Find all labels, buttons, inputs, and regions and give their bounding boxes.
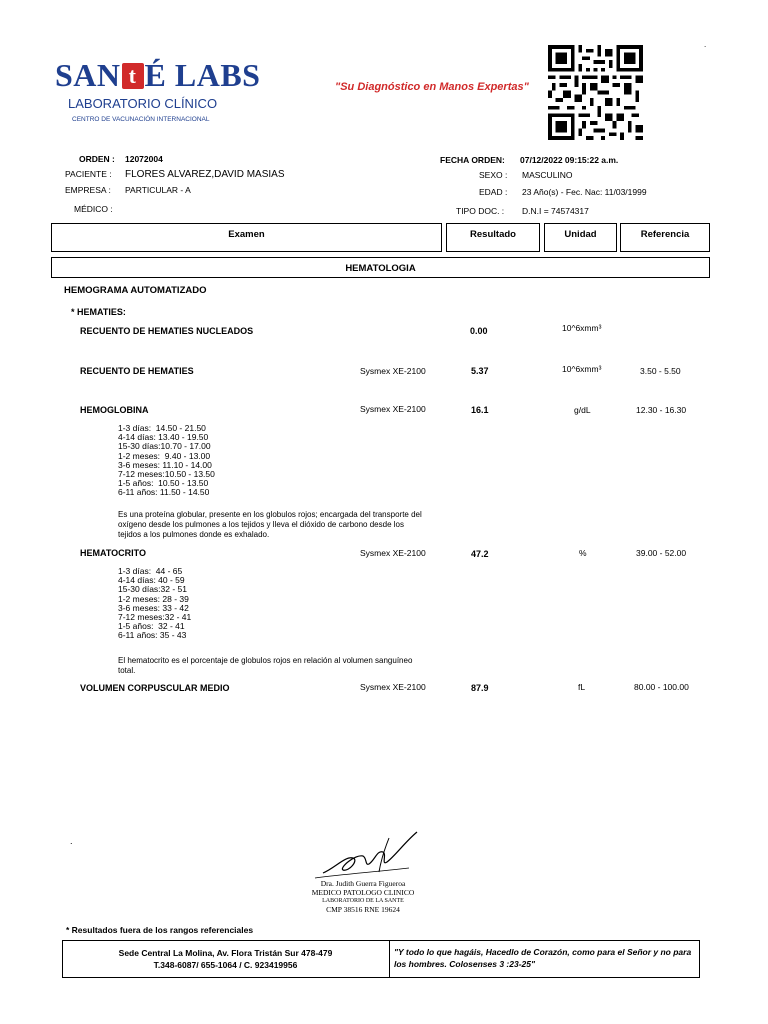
subgroup-title: * HEMATIES: — [71, 307, 126, 317]
exam-unit: % — [579, 548, 587, 558]
exam-reference: 80.00 - 100.00 — [634, 682, 689, 692]
logo-text-right: É LABS — [144, 57, 261, 93]
exam-description: El hematocrito es el porcentaje de globulos rojos en relación al volumen sanguíneo total. — [118, 656, 413, 675]
signer-lab: LABORATORIO DE LA SANTE — [322, 898, 404, 904]
paciente-label: PACIENTE : — [65, 169, 112, 179]
exam-name: VOLUMEN CORPUSCULAR MEDIO — [80, 683, 230, 693]
column-header-unidad: Unidad — [544, 223, 617, 252]
age-reference-list: 1-3 días: 44 - 65 4-14 días: 40 - 59 15-30 días:32 - 51 1-2 meses: 28 - 39 3-6 meses: 33 - 42 7-12 meses:32 - 41 1-5 años: 32 - 41 6-11 años: 35 - 43 — [118, 566, 192, 641]
logo-subtitle: LABORATORIO CLÍNICO — [68, 96, 218, 111]
column-header-resultado: Resultado — [446, 223, 540, 252]
exam-unit: 10^6xmm³ — [562, 364, 602, 374]
age-reference-list: 1-3 días: 14.50 - 21.50 4-14 días: 13.40 - 19.50 15-30 días:10.70 - 17.00 1-2 meses: 9.40 - 13.00 3-6 meses: 11.10 - 14.00 7-12 meses:10.50 - 13.50 1-5 años: 10.50 - 13.50 6-11 años: 11.50 - 14.50 — [118, 423, 215, 498]
qr-code-icon — [548, 45, 643, 140]
edad-label: EDAD : — [479, 187, 508, 197]
exam-result: 5.37 — [471, 366, 489, 376]
footer-quote: "Y todo lo que hagáis, Hacedlo de Corazón, como para el Señor y no para los hombres. Colosenses 3 :23-25" — [394, 947, 692, 969]
exam-method: Sysmex XE-2100 — [360, 404, 426, 414]
slogan: "Su Diagnóstico en Manos Expertas" — [335, 81, 529, 93]
logo-text-left: SAN — [55, 57, 121, 93]
exam-name: RECUENTO DE HEMATIES NUCLEADOS — [80, 326, 254, 336]
signer-name: Dra. Judith Guerra Figueroa — [320, 879, 406, 888]
exam-result: 16.1 — [471, 405, 489, 415]
orden-value: 12072004 — [125, 154, 163, 164]
exam-reference: 12.30 - 16.30 — [636, 405, 687, 415]
orden-label: ORDEN : — [79, 154, 115, 164]
exam-name: RECUENTO DE HEMATIES — [80, 366, 194, 376]
logo-subtitle-small: CENTRO DE VACUNACIÓN INTERNACIONAL — [72, 116, 210, 123]
signature-dot: . — [70, 836, 73, 846]
exam-reference: 3.50 - 5.50 — [640, 366, 681, 376]
signature-block — [298, 880, 428, 914]
exam-method: Sysmex XE-2100 — [360, 682, 426, 692]
footer-address-line2: T.348-6087/ 655-1064 / C. 923419956 — [153, 960, 298, 970]
exam-method: Sysmex XE-2100 — [360, 366, 426, 376]
footer-address-line1: Sede Central La Molina, Av. Flora Tristán Sur 478-479 — [118, 948, 333, 958]
exam-name: HEMOGLOBINA — [80, 405, 149, 415]
section-header-hematologia: HEMATOLOGIA — [51, 257, 710, 278]
fecha-orden-label: FECHA ORDEN: — [440, 155, 505, 165]
exam-unit: g/dL — [574, 405, 591, 415]
signature-scribble-icon — [305, 828, 425, 884]
corner-mark: . — [704, 40, 707, 49]
tipo-doc-value: D.N.I = 74574317 — [522, 206, 589, 216]
exam-unit: 10^6xmm³ — [562, 323, 602, 333]
empresa-label: EMPRESA : — [65, 185, 111, 195]
medico-label: MÉDICO : — [74, 204, 113, 214]
exam-name: HEMATOCRITO — [80, 548, 147, 558]
column-header-referencia: Referencia — [620, 223, 710, 252]
exam-unit: fL — [578, 682, 586, 692]
sexo-label: SEXO : — [479, 170, 508, 180]
column-header-examen: Examen — [51, 223, 442, 252]
group-title: HEMOGRAMA AUTOMATIZADO — [64, 285, 207, 296]
signer-title: MEDICO PATOLOGO CLINICO — [311, 887, 415, 897]
footer-address — [62, 940, 390, 978]
sexo-value: MASCULINO — [522, 170, 573, 180]
signer-registration: CMP 38516 RNE 19624 — [326, 904, 400, 914]
edad-value: 23 Año(s) - Fec. Nac: 11/03/1999 — [522, 187, 647, 197]
empresa-value: PARTICULAR - A — [125, 185, 191, 195]
exam-reference: 39.00 - 52.00 — [636, 548, 687, 558]
exam-result: 0.00 — [470, 326, 488, 336]
paciente-value: FLORES ALVAREZ,DAVID MASIAS — [125, 169, 285, 180]
medical-cross-icon: t — [122, 63, 144, 89]
exam-result: 47.2 — [471, 549, 489, 559]
exam-method: Sysmex XE-2100 — [360, 548, 426, 558]
logo — [55, 58, 260, 92]
fecha-orden-value: 07/12/2022 09:15:22 a.m. — [520, 155, 619, 165]
exam-result: 87.9 — [471, 683, 489, 693]
exam-description: Es una proteína globular, presente en los globulos rojos; encargada del transporte del oxígeno desde los pulmones a los tejidos y lleva el dióxido de carbono desde los tejidos a los pulmones donde es exhalado. — [118, 510, 422, 539]
footnote: * Resultados fuera de los rangos referenciales — [66, 925, 254, 935]
tipo-doc-label: TIPO DOC. : — [456, 206, 505, 216]
